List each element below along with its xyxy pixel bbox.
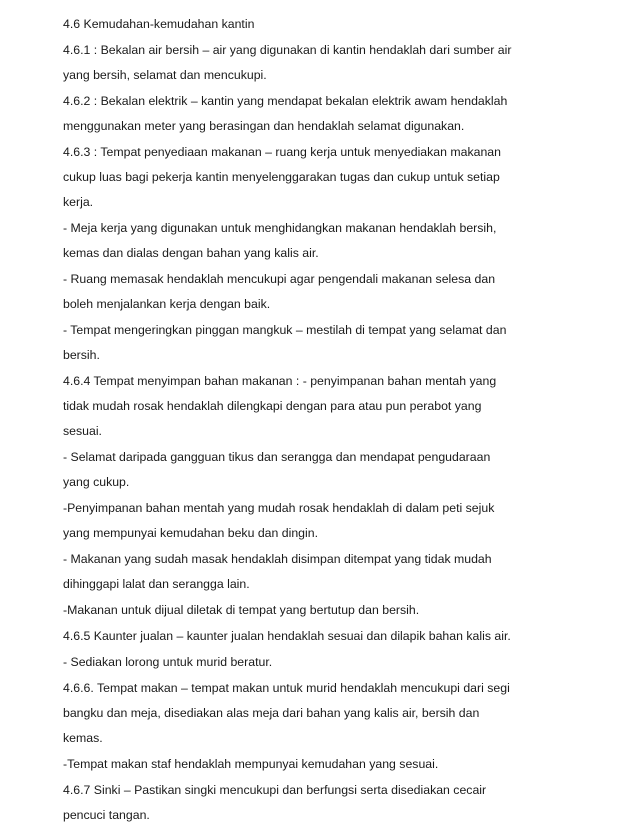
paragraph-tempat-makan-staf: -Tempat makan staf hendaklah mempunyai kemudahan yang sesuai.: [63, 757, 439, 771]
paragraph-meja-kerja: - Meja kerja yang digunakan untuk menghidangkan makanan hendaklah bersih, kemas dan dialas dengan bahan yang kalis air.: [63, 221, 497, 260]
paragraph-makanan-masak: - Makanan yang sudah masak hendaklah disimpan ditempat yang tidak mudah dihinggapi lalat dan serangga lain.: [63, 552, 492, 591]
paragraph-peti-sejuk: -Penyimpanan bahan mentah yang mudah rosak hendaklah di dalam peti sejuk yang mempunyai kemudahan beku dan dingin.: [63, 501, 495, 540]
paragraph-tempat-mengeringkan: - Tempat mengeringkan pinggan mangkuk – mestilah di tempat yang selamat dan bersih.: [63, 323, 507, 362]
paragraph-4-6-7: 4.6.7 Sinki – Pastikan singki mencukupi dan berfungsi serta disediakan cecair pencuci tangan.: [63, 783, 487, 822]
paragraph-4-6-5: 4.6.5 Kaunter jualan – kaunter jualan hendaklah sesuai dan dilapik bahan kalis air.: [63, 629, 511, 643]
paragraph-selamat-gangguan: - Selamat daripada gangguan tikus dan serangga dan mendapat pengudaraan yang cukup.: [63, 450, 491, 489]
paragraph-4-6-4: 4.6.4 Tempat menyimpan bahan makanan : - penyimpanan bahan mentah yang tidak mudah rosak hendaklah dilengkapi dengan para atau pun perabot yang sesuai.: [63, 374, 497, 438]
paragraph-4-6-1: 4.6.1 : Bekalan air bersih – air yang digunakan di kantin hendaklah dari sumber air yang bersih, selamat dan mencukupi.: [63, 43, 512, 82]
document-page: [63, 12, 515, 829]
paragraph-ruang-memasak: - Ruang memasak hendaklah mencukupi agar pengendali makanan selesa dan boleh menjalankan kerja dengan baik.: [63, 272, 496, 311]
paragraph-4-6-3: 4.6.3 : Tempat penyediaan makanan – ruang kerja untuk menyediakan makanan cukup luas bagi pekerja kantin menyelenggarakan tugas dan cukup untuk setiap kerja.: [63, 145, 501, 209]
paragraph-4-6-2: 4.6.2 : Bekalan elektrik – kantin yang mendapat bekalan elektrik awam hendaklah menggunakan meter yang berasingan dan hendaklah selamat digunakan.: [63, 94, 508, 133]
paragraph-lorong: - Sediakan lorong untuk murid beratur.: [63, 655, 273, 669]
section-heading: 4.6 Kemudahan-kemudahan kantin: [63, 17, 255, 31]
paragraph-makanan-dijual: -Makanan untuk dijual diletak di tempat yang bertutup dan bersih.: [63, 603, 420, 617]
paragraph-4-6-6: 4.6.6. Tempat makan – tempat makan untuk murid hendaklah mencukupi dari segi bangku dan meja, disediakan alas meja dari bahan yang kalis air, bersih dan kemas.: [63, 681, 510, 745]
